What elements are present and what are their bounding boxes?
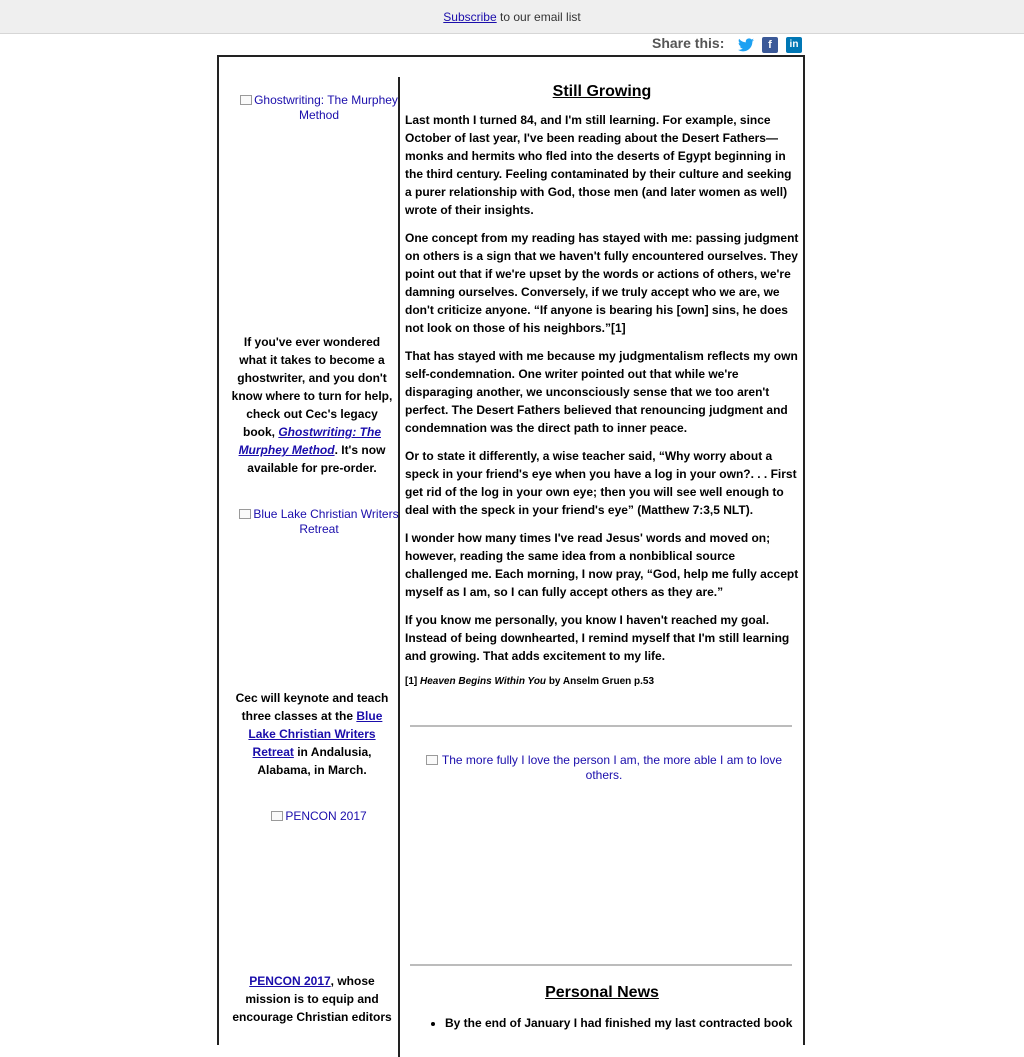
linkedin-icon[interactable]: in xyxy=(786,37,802,53)
broken-image-icon xyxy=(271,811,283,821)
article-paragraph: One concept from my reading has stayed with me: passing judgment on others is a sign that we haven't fully encountered ourselves. They point out that if we're upset by the words or actions of others, we're damning ourselves. Conversely, if we truly accept who we are, we don't criticize anyone. “If anyone is bearing his [own] sins, he does not look on those of his neighbors.”[1] xyxy=(405,231,799,335)
footnote: [1] Heaven Begins Within You by Anselm Gruen p.53 xyxy=(405,676,655,687)
facebook-icon[interactable]: f xyxy=(762,37,778,53)
blue-lake-link[interactable]: Blue Lake Christian Writers Retreat xyxy=(248,709,383,759)
article-paragraph: If you know me personally, you know I haven't reached my goal. Instead of being downhearted, I remind myself that I'm still learning and growing. That adds excitement to my life. xyxy=(405,613,790,663)
article-paragraph: Or to state it differently, a wise teacher said, “Why worry about a speck in your friend's eye when you have a log in your own?. . . First get rid of the log in your own eye; then you will see well enough to deal with the speck in your friend's eye” (Matthew 7:3,5 NLT). xyxy=(405,449,797,517)
subscribe-text: to our email list xyxy=(496,10,581,24)
pencon-image[interactable]: PENCON 2017 xyxy=(239,809,399,824)
broken-image-icon xyxy=(240,95,252,105)
ghostwriting-book-image[interactable]: Ghostwriting: The Murphey Method xyxy=(239,93,399,123)
article xyxy=(405,81,799,689)
blue-lake-retreat-image[interactable]: Blue Lake Christian Writers Retreat xyxy=(239,507,399,537)
subscribe-link[interactable]: Subscribe xyxy=(443,10,497,24)
twitter-icon[interactable] xyxy=(738,37,754,53)
blue-lake-promo: Cec will keynote and teach three classes at the Blue Lake Christian Writers Retreat in Andalusia, Alabama, in March. xyxy=(235,691,389,777)
personal-news-list xyxy=(405,1014,799,1032)
personal-news-title: Personal News xyxy=(545,984,659,1001)
subscribe-bar xyxy=(0,0,1024,34)
article-paragraph: That has stayed with me because my judgmentalism reflects my own self-condemnation. One writer pointed out that while we're disparaging another, we unconsciously sense that we too aren't perfect. The Desert Fathers believed that renouncing judgment and condemnation was the direct path to inner peace. xyxy=(405,349,798,435)
broken-image-icon xyxy=(426,755,438,765)
list-item: • By the end of January I had finished my last contracted book xyxy=(445,1014,799,1032)
sidebar xyxy=(227,77,400,1057)
article-title: Still Growing xyxy=(552,83,652,100)
newsletter-frame xyxy=(217,55,805,1045)
ghostwriting-link[interactable]: Ghostwriting: The Murphey Method xyxy=(238,425,381,457)
broken-image-icon xyxy=(239,509,251,519)
pencon-link[interactable]: PENCON 2017 xyxy=(249,974,331,988)
divider xyxy=(410,964,792,966)
article-paragraph: I wonder how many times I've read Jesus' words and moved on; however, reading the same idea from a nonbiblical source challenged me. Each morning, I now pray, “God, help me fully accept myself as I am, so I can fully accept others as they are.” xyxy=(405,531,799,599)
article-paragraph: Last month I turned 84, and I'm still learning. For example, since October of last year, I've been reading about the Desert Fathers—monks and hermits who fled into the deserts of Egypt beginning in the third century. Feeling contaminated by their culture and seeking a purer relationship with God, those men (and later women as well) wrote of their insights. xyxy=(405,113,792,217)
share-label: Share this: xyxy=(652,35,725,51)
divider xyxy=(410,725,792,727)
pencon-promo: PENCON 2017, whose mission is to equip and encourage Christian editors xyxy=(232,974,392,1024)
quote-image[interactable]: The more fully I love the person I am, the more able I am to love others. xyxy=(414,753,794,783)
ghostwriting-promo: If you've ever wondered what it takes to become a ghostwriter, and you don't know where to turn for help, check out Cec's legacy book, Ghostwriting: The Murphey Method. It's now available for pre-order. xyxy=(231,335,393,475)
